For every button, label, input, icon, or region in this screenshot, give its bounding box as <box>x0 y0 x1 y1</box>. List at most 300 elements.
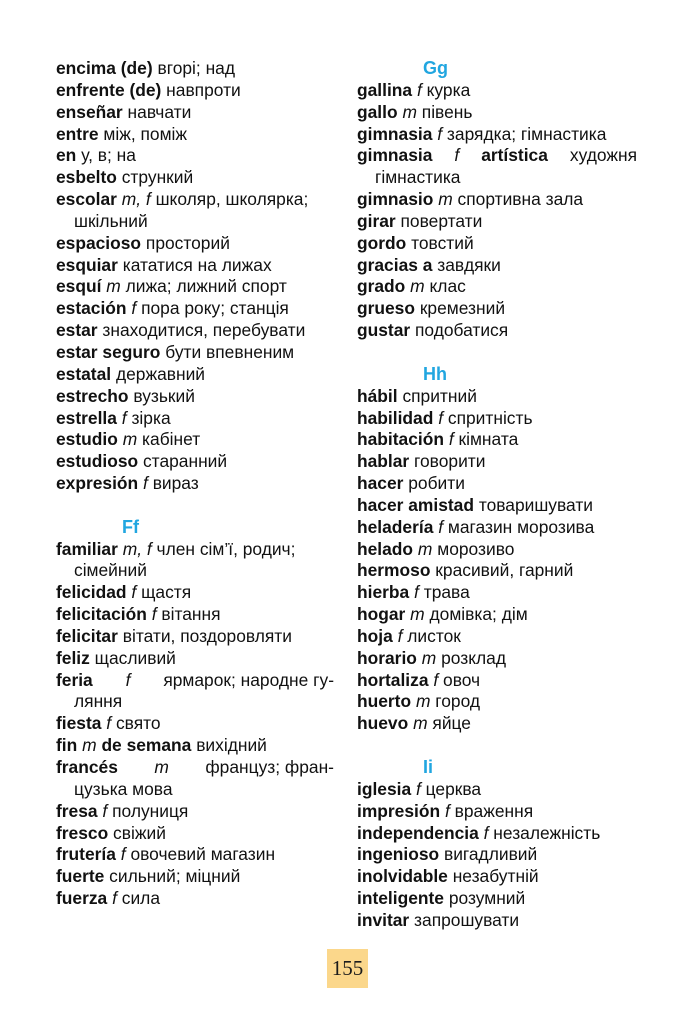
entry-headword: hortaliza <box>357 669 429 690</box>
entry-headword: en <box>56 145 77 166</box>
dictionary-entry <box>357 255 637 277</box>
entry-first-line <box>357 823 600 843</box>
entry-translation: у, в; на <box>81 145 136 166</box>
entry-headword: familiar <box>56 538 118 559</box>
dictionary-entry <box>357 713 637 735</box>
dictionary-entry <box>56 386 334 408</box>
entry-headword: feliz <box>56 647 90 668</box>
entry-grammar-label: m <box>402 101 417 122</box>
entry-first-line <box>56 429 200 449</box>
letter-heading: Hh <box>423 363 447 384</box>
entry-first-line <box>357 80 470 100</box>
entry-headword: fuerza <box>56 888 108 909</box>
entry-first-line <box>357 779 481 799</box>
section-spacer <box>357 735 637 757</box>
entry-headword: gallina <box>357 79 413 100</box>
entry-first-line <box>56 145 136 165</box>
entry-translation: подобатися <box>415 320 509 341</box>
dictionary-entry <box>56 80 334 102</box>
entry-first-line <box>357 648 506 668</box>
dictionary-entry <box>56 801 334 823</box>
entry-translation: яйце <box>432 713 471 734</box>
entry-first-line <box>56 451 227 471</box>
dictionary-entry <box>357 451 637 473</box>
entry-translation: пора року; станція <box>141 298 289 319</box>
entry-translation: зарядка; гімнастика <box>446 123 607 144</box>
entry-first-line <box>357 429 518 449</box>
entry-translation: кататися на лижах <box>122 254 272 275</box>
entry-translation: морозиво <box>437 538 515 559</box>
dictionary-entry <box>357 233 637 255</box>
entry-translation: листок <box>407 625 461 646</box>
entry-first-line <box>56 167 193 187</box>
dictionary-entry <box>56 167 334 189</box>
entry-headword: habilidad <box>357 407 434 428</box>
dictionary-entry <box>56 648 334 670</box>
dictionary-entry <box>357 211 637 233</box>
entry-translation: вгорі; над <box>157 58 235 78</box>
entry-first-line <box>56 124 187 144</box>
entry-translation: товаришувати <box>478 494 594 515</box>
entry-headword: grado <box>357 276 406 297</box>
entry-first-line <box>357 560 573 580</box>
dictionary-entry <box>56 124 334 146</box>
entry-translation: вітання <box>161 604 221 625</box>
dictionary-entry <box>56 58 334 80</box>
entry-first-line <box>357 233 474 253</box>
entry-translation: спортивна зала <box>457 189 584 210</box>
entry-headword: frutería <box>56 844 116 865</box>
entry-first-line <box>357 495 593 515</box>
dictionary-entry <box>357 691 637 713</box>
entry-translation: товстий <box>411 232 474 253</box>
entry-translation: зірка <box>131 407 171 428</box>
entry-first-line <box>56 386 195 406</box>
entry-headword: hacer amistad <box>357 494 474 515</box>
entry-headword: hacer <box>357 473 404 494</box>
entry-headword: fin <box>56 735 78 756</box>
dictionary-entry <box>357 495 637 517</box>
entry-headword: estrecho <box>56 385 129 406</box>
entry-first-line <box>56 80 241 100</box>
entry-grammar-label: f <box>397 625 403 646</box>
dictionary-entry <box>357 866 637 888</box>
entry-grammar-label: m <box>417 538 433 559</box>
entry-first-line <box>357 320 508 340</box>
entry-translation: незабутній <box>452 866 539 887</box>
entry-grammar-label: f <box>151 604 157 625</box>
entry-first-line <box>357 298 505 318</box>
entry-headword: impresión <box>357 800 441 821</box>
entry-first-line <box>357 626 461 646</box>
entry-first-line <box>56 320 305 340</box>
dictionary-entry <box>56 145 334 167</box>
entry-grammar-label: f <box>112 888 117 909</box>
entry-translation: сила <box>121 888 160 909</box>
entry-translation: вигадливий <box>443 844 538 865</box>
dictionary-entry <box>56 604 334 626</box>
entry-grammar-label: m <box>410 276 425 297</box>
dictionary-entry <box>56 823 334 845</box>
entry-headword-continuation: de semana <box>101 735 192 756</box>
entry-headword: fresa <box>56 800 98 821</box>
entry-headword: horario <box>357 647 417 668</box>
entry-first-line <box>56 823 166 843</box>
dictionary-entry <box>357 888 637 910</box>
entry-headword: gimnasio <box>357 189 434 210</box>
dictionary-entry <box>357 517 637 539</box>
entry-headword: francés <box>56 757 118 777</box>
entry-grammar-label: f <box>131 582 137 603</box>
dictionary-column-left <box>56 58 334 910</box>
entry-headword: gustar <box>357 320 411 341</box>
dictionary-entry <box>357 386 637 408</box>
entry-headword: gordo <box>357 232 407 253</box>
dictionary-entry <box>357 408 637 430</box>
entry-first-line <box>56 539 295 559</box>
dictionary-entry <box>56 888 334 910</box>
dictionary-entry <box>357 823 637 845</box>
entry-headword: huerto <box>357 691 412 712</box>
entry-first-line <box>357 910 519 930</box>
entry-translation: вузький <box>133 385 195 406</box>
entry-translation: кімната <box>458 429 519 450</box>
entry-headword: felicitar <box>56 625 118 646</box>
entry-first-line <box>357 670 480 690</box>
entry-headword: espacioso <box>56 232 142 253</box>
entry-first-line <box>56 364 205 384</box>
entry-translation: член сім’ї, родич; <box>156 538 296 559</box>
entry-translation: стрункий <box>121 167 194 188</box>
entry-translation: навчати <box>127 101 192 122</box>
entry-translation: сильний; міцний <box>109 866 241 887</box>
entry-translation: лижа; лижний спорт <box>125 276 287 297</box>
dictionary-entry <box>357 298 637 320</box>
entry-translation-continued: цузька мова <box>74 778 173 799</box>
entry-headword: enfrente (de) <box>56 79 162 100</box>
section-spacer <box>56 495 334 517</box>
dictionary-entry <box>357 560 637 582</box>
dictionary-entry <box>56 539 334 583</box>
entry-first-line <box>56 276 287 296</box>
dictionary-column-right <box>357 58 637 932</box>
entry-translation: завдяки <box>437 254 501 275</box>
entry-first-line <box>56 189 308 209</box>
entry-translation: ярмарок; народне гу- <box>163 669 334 690</box>
entry-first-line <box>357 408 533 428</box>
entry-translation: трава <box>423 582 470 603</box>
entry-translation: розклад <box>441 647 507 668</box>
entry-translation: свіжий <box>113 822 166 843</box>
entry-headword: estación <box>56 298 127 319</box>
entry-translation: старанний <box>142 451 228 472</box>
entry-first-line <box>357 102 472 122</box>
entry-translation: між, поміж <box>103 123 188 144</box>
entry-headword: gimnasia <box>357 123 433 144</box>
entry-first-line <box>357 451 485 471</box>
entry-translation: вихідний <box>196 735 267 756</box>
entry-translation: повертати <box>400 210 483 231</box>
entry-grammar-label: f <box>433 669 439 690</box>
entry-headword: gracias a <box>357 254 433 275</box>
entry-first-line <box>56 648 176 668</box>
entry-grammar-label: m <box>438 189 453 210</box>
entry-headword: estar seguro <box>56 341 161 362</box>
dictionary-entry <box>357 80 637 102</box>
entry-first-line <box>357 582 470 602</box>
entry-translation: красивий, гарний <box>435 560 574 581</box>
entry-first-line <box>56 713 161 733</box>
dictionary-entry <box>357 648 637 670</box>
entry-headword: hoja <box>357 625 393 646</box>
entry-first-line <box>56 233 230 253</box>
entry-headword: estudio <box>56 429 118 450</box>
entry-translation: просторий <box>145 232 230 253</box>
entry-grammar-label: f <box>102 800 108 821</box>
letter-heading: Gg <box>423 58 448 78</box>
entry-grammar-label: m <box>415 691 431 712</box>
entry-first-line <box>357 691 480 711</box>
entry-translation: школяр, школярка; <box>155 189 309 210</box>
entry-first-line <box>357 124 606 144</box>
dictionary-entry <box>56 473 334 495</box>
entry-first-line <box>56 670 334 692</box>
entry-translation: церква <box>425 778 482 799</box>
entry-first-line <box>357 801 533 821</box>
entry-translation: державний <box>115 363 206 384</box>
entry-first-line <box>357 888 525 908</box>
dictionary-entry <box>357 604 637 626</box>
dictionary-entry <box>357 626 637 648</box>
dictionary-entry <box>56 189 334 233</box>
entry-headword: grueso <box>357 298 415 319</box>
entry-translation: щасливий <box>94 647 176 668</box>
entry-headword: esbelto <box>56 167 117 188</box>
entry-first-line <box>357 255 501 275</box>
entry-first-line <box>357 866 539 886</box>
dictionary-entry <box>56 233 334 255</box>
entry-grammar-label: m, f <box>122 538 152 559</box>
entry-translation: домівка; дім <box>429 604 528 625</box>
dictionary-entry <box>56 451 334 473</box>
dictionary-entry <box>56 670 334 714</box>
entry-first-line <box>357 539 514 559</box>
entry-grammar-label: f <box>143 473 148 494</box>
dictionary-entry <box>56 298 334 320</box>
entry-grammar-label: f <box>120 844 126 865</box>
entry-grammar-label: m <box>82 735 97 756</box>
entry-first-line <box>56 801 188 821</box>
entry-grammar-label: f <box>438 516 444 537</box>
entry-first-line <box>357 604 528 624</box>
entry-grammar-label: f <box>121 407 127 428</box>
entry-first-line <box>56 626 292 646</box>
dictionary-entry <box>357 145 637 189</box>
entry-translation: курка <box>426 79 471 100</box>
entry-first-line <box>56 298 289 318</box>
dictionary-entry <box>357 473 637 495</box>
entry-headword: hierba <box>357 582 410 603</box>
dictionary-entry <box>56 582 334 604</box>
entry-headword: estudioso <box>56 451 139 472</box>
entry-grammar-label: f <box>416 79 422 100</box>
entry-grammar-label: m <box>413 713 428 734</box>
entry-translation: художня <box>569 145 637 166</box>
entry-headword: entre <box>56 123 99 144</box>
dictionary-entry <box>56 626 334 648</box>
entry-headword: hermoso <box>357 560 431 581</box>
entry-first-line <box>357 844 537 864</box>
entry-headword: feria <box>56 669 93 690</box>
dictionary-entry <box>357 670 637 692</box>
entry-headword: esquiar <box>56 254 118 275</box>
entry-first-line <box>56 844 275 864</box>
entry-headword: esquí <box>56 276 102 297</box>
entry-translation-continued: сімейний <box>74 560 147 581</box>
dictionary-entry <box>56 429 334 451</box>
entry-headword: hablar <box>357 451 410 472</box>
entry-headword: enseñar <box>56 101 123 122</box>
dictionary-entry <box>56 364 334 386</box>
entry-first-line <box>56 866 240 886</box>
dictionary-entry <box>357 124 637 146</box>
entry-grammar-label: f <box>448 429 454 450</box>
dictionary-entry <box>56 866 334 888</box>
entry-headword: hábil <box>357 385 398 406</box>
entry-grammar-label: f <box>131 298 137 319</box>
entry-headword: inteligente <box>357 888 444 909</box>
dictionary-entry <box>357 844 637 866</box>
entry-translation: робити <box>408 473 465 494</box>
entry-translation: знаходитися, перебувати <box>102 320 306 341</box>
entry-first-line <box>357 517 594 537</box>
entry-grammar-label: f <box>106 713 112 734</box>
entry-first-line <box>56 888 160 908</box>
entry-headword: iglesia <box>357 778 412 799</box>
entry-first-line <box>56 255 272 275</box>
dictionary-entry <box>357 189 637 211</box>
entry-translation-continued: гімнастика <box>375 167 461 188</box>
entry-headword: girar <box>357 210 396 231</box>
entry-first-line <box>56 604 221 624</box>
entry-headword: estatal <box>56 363 112 384</box>
entry-grammar-label: m, f <box>121 189 151 210</box>
entry-first-line <box>357 189 583 209</box>
entry-translation: запрошувати <box>414 909 520 930</box>
letter-heading: Ii <box>423 757 434 777</box>
entry-translation-continued: шкільний <box>74 210 148 231</box>
entry-translation: півень <box>421 101 473 122</box>
entry-headword: encima (de) <box>56 58 153 78</box>
entry-headword: felicitación <box>56 604 147 625</box>
entry-headword: inolvidable <box>357 866 448 887</box>
entry-headword: gimnasia <box>357 145 433 166</box>
entry-first-line <box>56 473 199 493</box>
entry-headword: heladería <box>357 516 434 537</box>
dictionary-entry <box>56 342 334 364</box>
entry-first-line <box>357 145 637 167</box>
entry-translation: вираз <box>152 473 199 494</box>
dictionary-entry <box>56 735 334 757</box>
dictionary-entry <box>357 539 637 561</box>
entry-translation: свято <box>115 713 161 734</box>
entry-grammar-label: m <box>410 604 425 625</box>
dictionary-entry <box>357 429 637 451</box>
entry-translation: спритність <box>447 407 533 428</box>
entry-headword: felicidad <box>56 582 127 603</box>
entry-translation: спритний <box>402 385 477 406</box>
entry-first-line <box>56 102 191 122</box>
entry-translation: вітати, поздоровляти <box>122 625 292 646</box>
entry-headword-continuation: artística <box>481 145 548 166</box>
entry-translation: клас <box>429 276 466 297</box>
dictionary-entry <box>357 320 637 342</box>
entry-grammar-label: f <box>125 669 131 690</box>
entry-headword: helado <box>357 538 414 559</box>
entry-grammar-label: f <box>414 582 419 603</box>
entry-headword: hogar <box>357 604 406 625</box>
entry-translation-continued: ляння <box>74 691 123 712</box>
page-number: 155 <box>327 949 368 988</box>
entry-grammar-label: f <box>454 145 460 166</box>
entry-translation: полуниця <box>112 800 189 821</box>
entry-headword: estar <box>56 320 98 341</box>
entry-translation: магазин морозива <box>447 516 595 537</box>
dictionary-entry <box>56 713 334 735</box>
entry-grammar-label: f <box>415 778 421 799</box>
entry-headword: fresco <box>56 822 109 843</box>
entry-translation: враження <box>454 800 534 821</box>
entry-headword: independencia <box>357 822 479 843</box>
entry-first-line <box>357 276 466 296</box>
entry-grammar-label: m <box>421 647 437 668</box>
entry-first-line <box>56 582 191 602</box>
entry-headword: fiesta <box>56 713 102 734</box>
entry-headword: huevo <box>357 713 409 734</box>
entry-translation: щастя <box>141 582 192 603</box>
entry-translation: овочевий магазин <box>130 844 276 865</box>
entry-headword: escolar <box>56 189 117 210</box>
entry-translation: розумний <box>448 888 526 909</box>
entry-grammar-label: f <box>483 822 489 843</box>
entry-first-line <box>56 757 334 779</box>
entry-translation: навпроти <box>166 79 241 100</box>
dictionary-entry <box>56 408 334 430</box>
entry-first-line <box>56 735 267 755</box>
entry-translation: кремезний <box>419 298 506 319</box>
entry-translation: незалежність <box>493 822 601 843</box>
dictionary-entry <box>357 582 637 604</box>
dictionary-entry <box>56 844 334 866</box>
entry-headword: fuerte <box>56 866 105 887</box>
entry-grammar-label: m <box>106 276 121 297</box>
entry-headword: habitación <box>357 429 444 450</box>
entry-translation: бути впевненим <box>165 341 295 362</box>
entry-first-line <box>357 713 471 733</box>
entry-translation: овоч <box>443 669 481 690</box>
dictionary-entry <box>56 276 334 298</box>
dictionary-entry <box>357 276 637 298</box>
entry-translation: француз; фран- <box>205 757 334 777</box>
dictionary-entry <box>357 102 637 124</box>
entry-headword: expresión <box>56 473 139 494</box>
entry-grammar-label: f <box>444 800 450 821</box>
entry-first-line <box>56 408 171 428</box>
entry-first-line <box>357 211 482 231</box>
entry-headword: gallo <box>357 101 398 122</box>
dictionary-entry <box>56 757 334 801</box>
entry-grammar-label: m <box>122 429 138 450</box>
